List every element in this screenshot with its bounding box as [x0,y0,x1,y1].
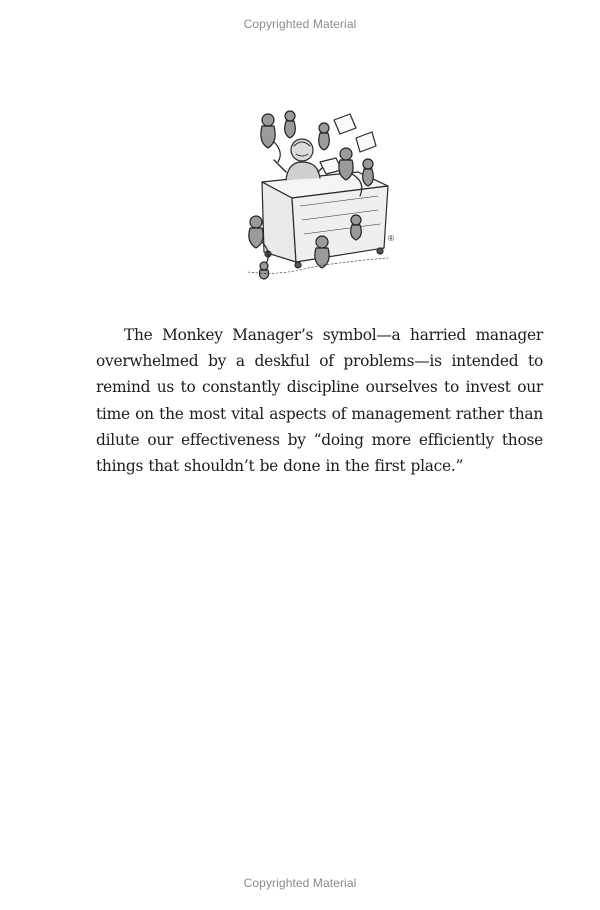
copyright-watermark-top: Copyrighted Material [243,17,357,31]
monkey-manager-symbol-icon [238,102,402,280]
copyright-watermark-bottom: Copyrighted Material [243,876,357,890]
registered-mark: ® [388,234,394,243]
symbol-description-paragraph: The Monkey Manager’s symbol—a harried manager overwhelmed by a deskful of problems—is intended to remind us to constantly discipline ourselves to invest our time on the most vital aspects of management rather than dilute our effectiveness by “doing more efficiently those things that shouldn’t be done in the first place.” [96,326,543,476]
